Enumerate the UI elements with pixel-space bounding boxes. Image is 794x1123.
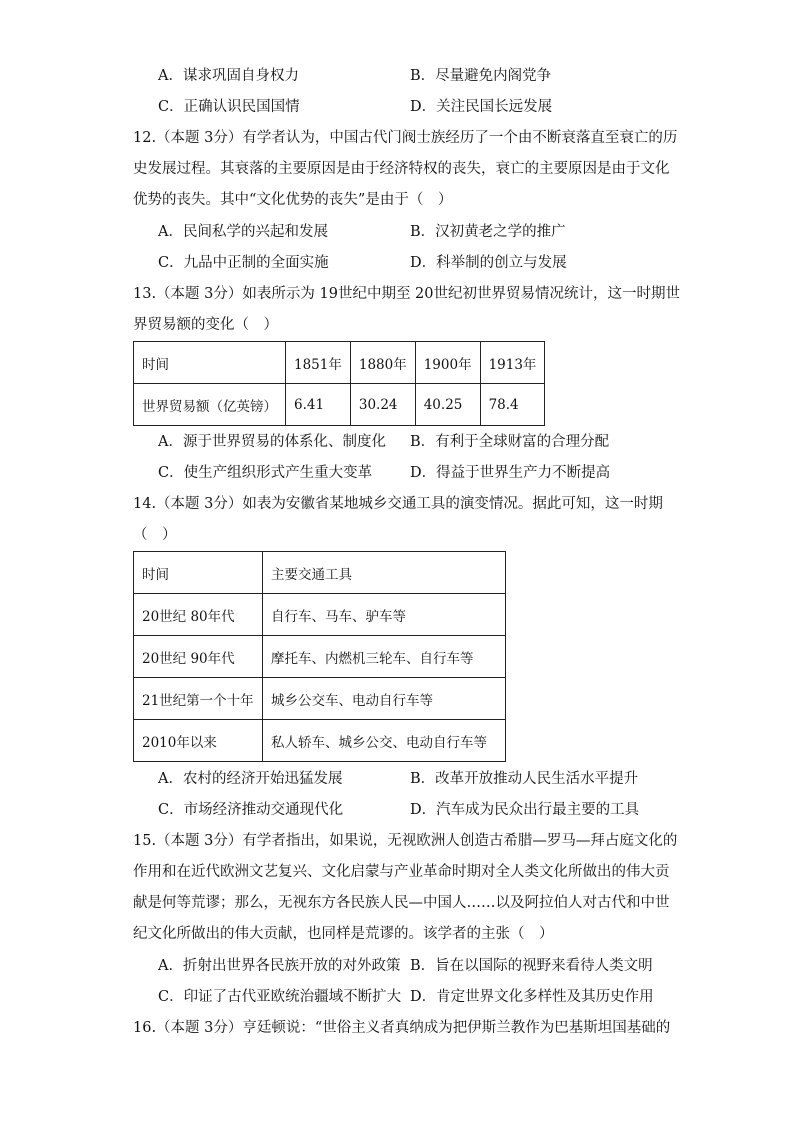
- q14-option-b: B．改革开放推动人民生活水平提升: [410, 771, 639, 787]
- transport-table-header-row: [134, 552, 506, 594]
- q14-option-c: C．市场经济推动交通现代化: [158, 802, 344, 818]
- trade-table: [133, 341, 545, 426]
- q11-option-d: D．关注民国长远发展: [410, 99, 553, 115]
- q13-stem-line-2: 界贸易额的变化（ ）: [133, 317, 278, 333]
- transport-table-cell: 主要交通工具: [263, 552, 506, 594]
- trade-table-cell: 世界贸易额（亿英镑）: [134, 384, 286, 426]
- q12-option-a: A．民间私学的兴起和发展: [158, 224, 328, 240]
- q16-stem-line-1: 16.（本题 3分）亨廷顿说：“世俗主义者真纳成为把伊斯兰教作为巴基斯坦国基础的: [133, 1020, 671, 1036]
- q11-option-a: A．谋求巩固自身权力: [158, 68, 299, 84]
- q15-stem-line-3: 献是何等荒谬；那么，无视东方各民族人民—中国人……以及阿拉伯人对古代和中世: [133, 895, 670, 911]
- trade-table-cell: 30.24: [350, 384, 415, 426]
- transport-table-cell: 摩托车、内燃机三轮车、自行车等: [263, 636, 506, 678]
- q15-option-d: D．肯定世界文化多样性及其历史作用: [410, 989, 654, 1005]
- q15-stem-line-2: 作用和在近代欧洲文艺复兴、文化启蒙与产业革命时期对全人类文化所做出的伟大贡: [133, 864, 670, 880]
- q15-option-b: B．旨在以国际的视野来看待人类文明: [410, 958, 653, 974]
- q12-stem-line-1: 12.（本题 3分）有学者认为，中国古代门阀士族经历了一个由不断衰落直至衰亡的历: [133, 130, 678, 146]
- trade-table-row: [134, 384, 545, 426]
- q14-stem-line-1: 14.（本题 3分）如表为安徽省某地城乡交通工具的演变情况。据此可知，这一时期: [133, 496, 663, 512]
- q12-stem-line-2: 史发展过程。其衰落的主要原因是由于经济特权的丧失，衰亡的主要原因是由于文化: [133, 161, 670, 177]
- q15-option-a: A．折射出世界各民族开放的对外政策: [158, 958, 401, 974]
- trade-table-header-row: [134, 342, 545, 384]
- transport-table-cell: 20世纪 90年代: [134, 636, 263, 678]
- q13-option-a: A．源于世界贸易的体系化、制度化: [158, 434, 386, 450]
- q14-option-d: D．汽车成为民众出行最主要的工具: [410, 802, 640, 818]
- q12-option-d: D．科举制的创立与发展: [410, 255, 567, 271]
- transport-table-row: [134, 636, 506, 678]
- q14-stem-line-2: （ ）: [133, 527, 177, 543]
- transport-table-cell: 21世纪第一个十年: [134, 678, 263, 720]
- transport-table-row: [134, 678, 506, 720]
- q12-option-b: B．汉初黄老之学的推广: [410, 224, 566, 240]
- transport-table-cell: 城乡公交车、电动自行车等: [263, 678, 506, 720]
- trade-table-cell: 1913年: [480, 342, 545, 384]
- trade-table-cell: 6.41: [286, 384, 351, 426]
- q15-stem-line-4: 纪文化所做出的伟大贡献，也同样是荒谬的。该学者的主张（ ）: [133, 926, 554, 942]
- q14-option-a: A．农村的经济开始迅猛发展: [158, 771, 343, 787]
- transport-table-cell: 2010年以来: [134, 720, 263, 762]
- q13-option-b: B．有利于全球财富的合理分配: [410, 434, 610, 450]
- q12-option-c: C．九品中正制的全面实施: [158, 255, 329, 271]
- transport-table-cell: 自行车、马车、驴车等: [263, 594, 506, 636]
- q15-stem-line-1: 15.（本题 3分）有学者指出，如果说，无视欧洲人创造古希腊—罗马—拜占庭文化的: [133, 833, 678, 849]
- q12-stem-line-3: 优势的丧失。其中“文化优势的丧失”是由于（ ）: [133, 192, 453, 208]
- trade-table-cell: 1880年: [350, 342, 415, 384]
- trade-table-cell: 时间: [134, 342, 286, 384]
- q15-option-c: C．印证了古代亚欧统治疆域不断扩大: [158, 989, 402, 1005]
- q13-option-d: D．得益于世界生产力不断提高: [410, 465, 611, 481]
- trade-table-cell: 40.25: [415, 384, 480, 426]
- q11-option-c: C．正确认识民国国情: [158, 99, 300, 115]
- transport-table-cell: 20世纪 80年代: [134, 594, 263, 636]
- trade-table-cell: 1851年: [286, 342, 351, 384]
- transport-table: [133, 551, 506, 762]
- transport-table-row: [134, 720, 506, 762]
- q13-stem-line-1: 13.（本题 3分）如表所示为 19世纪中期至 20世纪初世界贸易情况统计，这一时期世: [133, 286, 681, 302]
- transport-table-cell: 时间: [134, 552, 263, 594]
- transport-table-row: [134, 594, 506, 636]
- trade-table-cell: 1900年: [415, 342, 480, 384]
- trade-table-cell: 78.4: [480, 384, 545, 426]
- q11-option-b: B．尽量避免内阁党争: [410, 68, 552, 84]
- transport-table-cell: 私人轿车、城乡公交、电动自行车等: [263, 720, 506, 762]
- q13-option-c: C．使生产组织形式产生重大变革: [158, 465, 373, 481]
